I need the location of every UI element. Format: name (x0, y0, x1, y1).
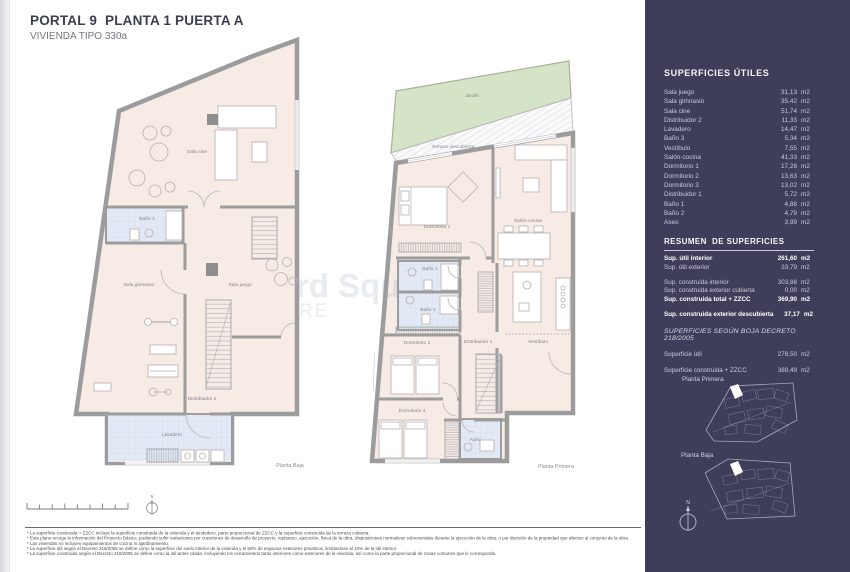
page-title: PORTAL 9 PLANTA 1 PUERTA A (30, 13, 244, 28)
surface-label: Dormitorio 1 (664, 163, 699, 171)
surface-label: Salón-cocina (664, 154, 701, 162)
svg-text:rd Squ: rd Squ (296, 267, 401, 304)
site-key-map-planta-baja (705, 457, 800, 521)
surface-label: Dormitorio 3 (664, 181, 699, 189)
summary-value: 33,79 (781, 263, 797, 271)
surface-label: Distribuidor 1 (664, 191, 702, 199)
surface-row (664, 182, 814, 191)
room-label-sala-cine: Sala cine (186, 150, 208, 155)
summary-unit: m2 (801, 255, 811, 262)
surface-value: 17,26 (781, 163, 797, 171)
room-label-vestibulo: Vestíbulo (527, 340, 549, 345)
summary-row (664, 264, 814, 273)
summary-unit: m2 (801, 287, 810, 295)
surface-row (664, 145, 814, 154)
boja-section (664, 328, 814, 374)
summary-label: Sup. útil interior (664, 255, 713, 262)
summary-row (664, 287, 814, 296)
svg-text:RE: RE (299, 301, 330, 322)
surface-label: Baño 2 (664, 209, 685, 217)
lavadero-appliances (147, 449, 224, 462)
section-title: SUPERFICIES ÚTILES (664, 68, 770, 78)
surface-row (664, 219, 814, 228)
boja-unit: m2 (801, 351, 810, 358)
room-label-distribuidor-1: Distribuidor 1 (463, 340, 493, 345)
boja-label: Superficie útil (664, 351, 702, 358)
surface-unit: m2 (801, 154, 810, 162)
boja-row (664, 367, 814, 374)
summary-label: Sup. construida exterior cubierta (664, 287, 755, 295)
surface-row (664, 173, 814, 182)
surface-row (664, 108, 814, 117)
caption-planta-baja: Planta Baja (276, 463, 304, 469)
room-label-bano-2: Baño 2 (420, 308, 436, 313)
surface-unit: m2 (801, 98, 810, 106)
boja-row (664, 351, 814, 358)
svg-text:N: N (686, 500, 690, 506)
key-label-planta-primera: Planta Primera (682, 376, 724, 383)
summary-unit: m2 (801, 296, 811, 304)
surface-label: Baño 3 (664, 135, 685, 143)
room-label-jardin: Jardín (465, 94, 479, 99)
surface-unit: m2 (801, 181, 810, 189)
room-label-sala-juego: Sala juego (228, 283, 252, 288)
surfaces-list (664, 89, 814, 228)
surface-row (664, 201, 814, 210)
surface-label: Sala gimnasio (664, 98, 705, 106)
surface-label: Dormitorio 2 (664, 172, 699, 180)
surface-label: Vestíbulo (664, 144, 691, 152)
surface-row (664, 89, 814, 98)
resumen-section (664, 237, 814, 320)
page-subtitle: VIVIENDA TIPO 330a (30, 31, 128, 42)
caption-planta-primera: Planta Primera (538, 464, 574, 470)
surface-value: 4,79 (784, 209, 797, 217)
stairs-upper (252, 217, 277, 259)
surface-value: 35,42 (781, 98, 797, 106)
site-key-map-planta-primera (705, 382, 800, 444)
surface-label: Distribuidor 2 (664, 116, 702, 124)
surface-label: Aseo (664, 219, 679, 227)
surface-unit: m2 (801, 116, 810, 124)
summary-value: 369,90 (777, 296, 797, 304)
surface-unit: m2 (801, 144, 810, 152)
surface-row (664, 210, 814, 219)
plan-planta-primera (372, 61, 574, 470)
footnote: * La superficie construida según el Decreto 218/2005 se define como la útil antes citada, incluyendo los cerramientos tanto interiores como exteriores de la vivienda, así como la parte proporcional de zonas comunes que le corresponda. (27, 551, 497, 557)
room-label-terraza: Terraza descubierta (431, 145, 475, 150)
boja-label: Superficie construida + ZZCC (664, 367, 747, 374)
boja-value: 278,50 (777, 351, 797, 358)
footnote: * Las viviendas no incluyen equipamientos de cocina ni ajardinamiento. (27, 540, 170, 546)
surface-unit: m2 (801, 126, 810, 134)
surface-value: 7,55 (784, 144, 797, 152)
summary-value: 37,17 (784, 310, 800, 318)
room-label-sala-gimnasio: Sala gimnasio (123, 283, 155, 288)
svg-text:N: N (150, 494, 154, 499)
surface-label: Baño 1 (664, 200, 685, 208)
footnote: * Este plano recoge la información del Proyecto Básico, pudiendo sufrir variaciones por cuestiones de desarrollo de proyecto, replanteo, ejecución, física de la obra, disposiciones normativas sobrevenidas durante la ejecución de la obra, o por decisión de la propiedad que afecten al conjunto de la obra. (27, 535, 630, 541)
section-title: SUPERFICIES SEGÚN BOJA DECRETO 218/2005 (664, 328, 796, 342)
summary-value: 0,00 (784, 287, 797, 295)
room-label-aseo: Aseo (469, 438, 481, 443)
surface-value: 13,63 (781, 172, 797, 180)
surface-unit: m2 (801, 172, 810, 180)
surface-label: Sala juego (664, 89, 695, 96)
summary-row (664, 311, 814, 320)
surface-value: 13,02 (781, 181, 797, 189)
surface-label: Lavadero (664, 126, 691, 134)
north-compass-icon (147, 494, 158, 515)
footnotes-divider (25, 527, 641, 528)
surface-unit: m2 (801, 163, 810, 171)
footnote: * La superficie útil según el Decreto 218/2005 se define como la superficie del suelo interior de la vivienda y el 50% de espacios exteriores privativos, limitándose al 10% de la útil interior. (27, 545, 398, 551)
surface-unit: m2 (801, 135, 810, 143)
summary-unit: m2 (803, 310, 814, 318)
room-label-dormitorio-3: Dormitorio 3 (398, 409, 426, 414)
summary-unit: m2 (801, 263, 810, 271)
footnotes-block (27, 531, 637, 572)
plan-planta-baja (76, 40, 304, 469)
boja-unit: m2 (801, 367, 810, 374)
section-title: RESUMEN DE SUPERFICIES (664, 237, 785, 246)
surface-value: 31,13 (781, 89, 797, 96)
summary-unit: m2 (801, 278, 810, 286)
surface-value: 14,47 (781, 126, 797, 134)
summary-row (664, 255, 814, 264)
summary-label: Sup. construida total + ZZCC (664, 296, 751, 304)
surface-unit: m2 (801, 209, 810, 217)
surface-label: Sala cine (664, 107, 691, 115)
surface-value: 51,74 (781, 107, 797, 115)
surface-value: 41,33 (781, 154, 797, 162)
surface-unit: m2 (801, 191, 810, 199)
surface-value: 11,33 (781, 116, 797, 124)
room-label-distribuidor-2: Distribuidor 2 (187, 397, 217, 402)
room-label-lavadero: Lavadero (161, 433, 183, 438)
scale-bar (27, 503, 128, 509)
surface-unit: m2 (801, 89, 810, 96)
surfaces-sidebar (645, 0, 850, 572)
summary-value: 303,88 (777, 278, 797, 286)
surface-row (664, 135, 814, 144)
room-label-dormitorio-2: Dormitorio 2 (403, 341, 431, 346)
summary-label: Sup. construida exterior descubierta (664, 310, 774, 318)
north-compass-sidebar-icon (671, 498, 705, 534)
boja-value: 388,49 (777, 367, 797, 374)
surface-row (664, 126, 814, 135)
surface-unit: m2 (801, 200, 810, 208)
surface-row (664, 191, 814, 200)
footnote: * La superficie construida + ZZCC incluye la superficie construida de la vivienda y el tendedero, parte proporcional de ZZCC y la superficie construida de la terraza cubierta. (27, 530, 370, 536)
summary-row (664, 296, 814, 305)
surface-value: 5,34 (784, 135, 797, 143)
surface-unit: m2 (801, 219, 810, 227)
room-label-salon-cocina: Salón-cocina (513, 219, 543, 224)
summary-row (664, 279, 814, 288)
surface-row (664, 154, 814, 163)
surface-unit: m2 (801, 107, 810, 115)
superficies-utiles-section (664, 68, 814, 228)
surface-value: 4,88 (784, 200, 797, 208)
key-label-planta-baja: Planta Baja (681, 452, 714, 459)
summary-label: Sup. construida interior (664, 278, 729, 286)
surface-row (664, 98, 814, 107)
surface-value: 5,72 (784, 191, 797, 199)
summary-value: 261,60 (777, 255, 797, 262)
surface-row (664, 163, 814, 172)
room-label-bano-1: Baño 1 (422, 267, 438, 272)
summary-label: Sup. útil exterior (664, 263, 710, 271)
surface-value: 3,99 (784, 219, 797, 227)
room-label-dormitorio-1: Dormitorio 1 (423, 225, 451, 230)
rule (664, 250, 814, 251)
surface-row (664, 117, 814, 126)
room-label-bano-3: Baño 3 (139, 217, 155, 222)
